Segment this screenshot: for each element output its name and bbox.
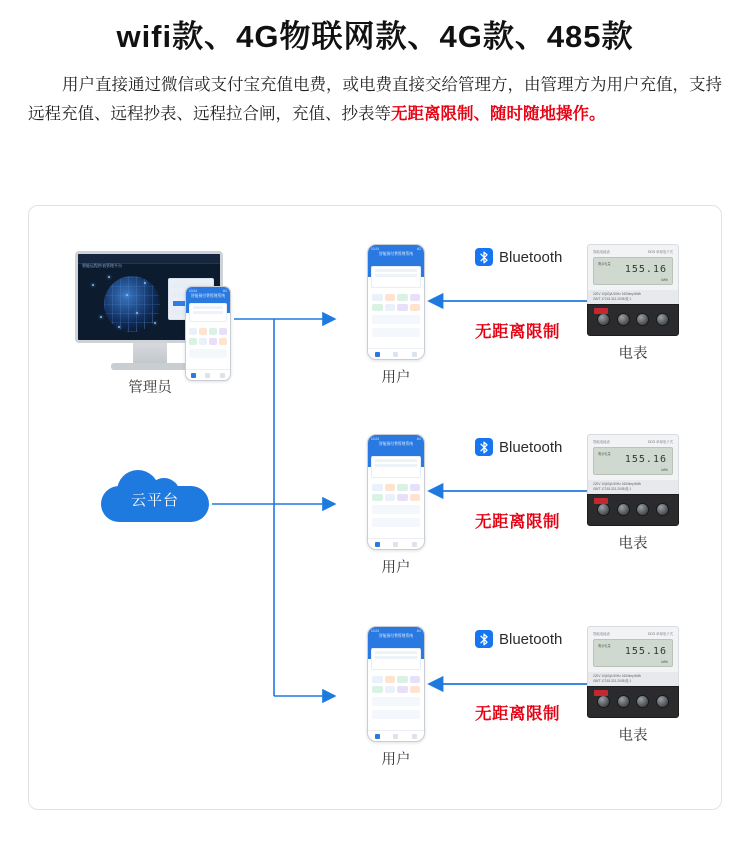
grid-icon[interactable] bbox=[385, 676, 396, 683]
meter-spec-line-1: 220V 10(60)A 50Hz 1600imp/kWh bbox=[593, 292, 642, 296]
tab-me-icon[interactable] bbox=[412, 352, 417, 357]
grid-icon[interactable] bbox=[397, 304, 408, 311]
lcd-value: 155.16 bbox=[624, 264, 667, 275]
meter-top bbox=[587, 434, 679, 480]
phone-tabbar[interactable] bbox=[368, 348, 424, 359]
grid-icon[interactable] bbox=[397, 294, 408, 301]
user-phone-row-3 bbox=[367, 626, 425, 769]
terminal-screw bbox=[597, 695, 610, 708]
diagram-panel bbox=[28, 205, 722, 810]
banner-line bbox=[375, 656, 417, 659]
phone-list-row bbox=[372, 328, 420, 337]
tab-home-icon[interactable] bbox=[191, 373, 196, 378]
tab-me-icon[interactable] bbox=[412, 542, 417, 547]
phone-tabbar[interactable] bbox=[368, 538, 424, 549]
user-phone-row-2 bbox=[367, 434, 425, 577]
tab-data-icon[interactable] bbox=[393, 542, 398, 547]
phone-banner-card bbox=[371, 648, 421, 670]
tab-home-icon[interactable] bbox=[375, 352, 380, 357]
user-label: 用户 bbox=[381, 560, 411, 576]
lcd-caption: 剩余电量 bbox=[598, 452, 611, 456]
phone-list-row bbox=[372, 505, 420, 514]
terminal-screw bbox=[636, 503, 649, 516]
meter-terminal-block bbox=[587, 686, 679, 718]
grid-icon[interactable] bbox=[385, 686, 396, 693]
grid-icon[interactable] bbox=[189, 338, 197, 345]
grid-icon[interactable] bbox=[397, 484, 408, 491]
phone-app-title: 智能预付费管理系统 bbox=[190, 294, 226, 298]
meter-brand-right: DDS 单相电子式 bbox=[647, 250, 673, 254]
grid-icon[interactable] bbox=[189, 328, 197, 335]
status-time: 10:24 bbox=[189, 289, 197, 293]
meter-top bbox=[587, 244, 679, 290]
meter-seal bbox=[594, 498, 608, 504]
tab-data-icon[interactable] bbox=[393, 352, 398, 357]
bluetooth-label-row-1 bbox=[475, 248, 562, 266]
phone-icon-grid bbox=[372, 294, 420, 311]
phone-statusbar bbox=[368, 627, 424, 633]
meter-terminal-block bbox=[587, 304, 679, 336]
meter-spec-line-2: GB/T 17215.321-2008 级 1 bbox=[593, 296, 632, 301]
user-phone-row-1 bbox=[367, 244, 425, 387]
banner-line bbox=[375, 651, 417, 654]
bluetooth-text: Bluetooth bbox=[499, 248, 563, 266]
grid-icon[interactable] bbox=[385, 304, 396, 311]
no-distance-text-row-1: 无距离限制 bbox=[475, 323, 560, 341]
banner-line bbox=[193, 306, 223, 309]
tab-data-icon[interactable] bbox=[205, 373, 210, 378]
cloud-label: 云平台 bbox=[130, 492, 179, 509]
grid-icon[interactable] bbox=[410, 294, 421, 301]
bluetooth-label-row-2 bbox=[475, 438, 562, 456]
status-network: 4G bbox=[416, 247, 421, 251]
lcd-unit: kWh bbox=[661, 278, 668, 282]
grid-icon[interactable] bbox=[410, 676, 421, 683]
admin-label: 管理员 bbox=[128, 380, 172, 396]
phone-list-row bbox=[189, 349, 227, 358]
page-header bbox=[0, 0, 750, 129]
meter-lcd bbox=[593, 639, 673, 667]
meter-seal bbox=[594, 308, 608, 314]
lcd-caption: 剩余电量 bbox=[598, 262, 611, 266]
lcd-value: 155.16 bbox=[624, 454, 667, 465]
monitor-stand bbox=[133, 343, 167, 363]
phone-list-row bbox=[372, 518, 420, 527]
meter-spec bbox=[587, 480, 679, 494]
meter-spec bbox=[587, 290, 679, 304]
grid-icon[interactable] bbox=[209, 338, 217, 345]
terminal-screw bbox=[636, 695, 649, 708]
grid-icon[interactable] bbox=[410, 484, 421, 491]
meter-label: 电表 bbox=[618, 345, 648, 362]
meter-lcd bbox=[593, 447, 673, 475]
bluetooth-icon bbox=[475, 438, 493, 456]
status-time: 10:24 bbox=[371, 247, 379, 251]
banner-line bbox=[375, 269, 417, 272]
grid-icon[interactable] bbox=[372, 304, 383, 311]
grid-icon[interactable] bbox=[410, 304, 421, 311]
meter-spec-line-1: 220V 10(60)A 50Hz 1600imp/kWh bbox=[593, 482, 642, 486]
grid-icon[interactable] bbox=[385, 484, 396, 491]
phone-icon-grid bbox=[189, 328, 227, 345]
terminal-screw bbox=[617, 695, 630, 708]
status-time: 10:24 bbox=[371, 437, 379, 441]
terminal-screw bbox=[617, 313, 630, 326]
grid-icon[interactable] bbox=[410, 494, 421, 501]
meter-brand bbox=[593, 439, 673, 444]
meter-label: 电表 bbox=[618, 727, 648, 744]
status-network: 4G bbox=[416, 629, 421, 633]
phone-statusbar bbox=[186, 287, 230, 293]
lcd-unit: kWh bbox=[661, 660, 668, 664]
phone-app-title: 智能预付费管理系统 bbox=[378, 252, 414, 256]
electric-meter-row-1 bbox=[587, 244, 679, 363]
grid-icon[interactable] bbox=[397, 676, 408, 683]
meter-brand-left: 智能电能表 bbox=[593, 632, 610, 636]
phone-device bbox=[367, 626, 425, 742]
terminal-screw bbox=[656, 503, 669, 516]
banner-line bbox=[375, 464, 417, 467]
phone-app-title: 智能预付费管理系统 bbox=[378, 634, 414, 638]
grid-icon[interactable] bbox=[372, 676, 383, 683]
phone-app-title: 智能预付费管理系统 bbox=[378, 442, 414, 446]
no-distance-text-row-2: 无距离限制 bbox=[475, 513, 560, 531]
meter-terminal-block bbox=[587, 494, 679, 526]
phone-list-row bbox=[372, 710, 420, 719]
no-distance-text-row-3: 无距离限制 bbox=[475, 705, 560, 723]
phone-tabbar[interactable] bbox=[186, 369, 230, 380]
meter-spec-line-1: 220V 10(60)A 50Hz 1600imp/kWh bbox=[593, 674, 642, 678]
tab-home-icon[interactable] bbox=[375, 542, 380, 547]
page-description bbox=[24, 71, 726, 129]
grid-icon[interactable] bbox=[219, 338, 227, 345]
admin-phone bbox=[185, 286, 231, 381]
meter-brand bbox=[593, 249, 673, 254]
bluetooth-icon bbox=[475, 630, 493, 648]
grid-icon[interactable] bbox=[219, 328, 227, 335]
grid-icon[interactable] bbox=[397, 686, 408, 693]
tab-me-icon[interactable] bbox=[220, 373, 225, 378]
meter-spec bbox=[587, 672, 679, 686]
grid-icon[interactable] bbox=[372, 294, 383, 301]
phone-icon-grid bbox=[372, 676, 420, 693]
phone-list-row bbox=[372, 315, 420, 324]
meter-lcd bbox=[593, 257, 673, 285]
electric-meter-row-3 bbox=[587, 626, 679, 745]
meter-brand-left: 智能电能表 bbox=[593, 250, 610, 254]
grid-icon[interactable] bbox=[199, 328, 207, 335]
phone-icon-grid bbox=[372, 484, 420, 501]
meter-brand-right: DDS 单相电子式 bbox=[647, 440, 673, 444]
terminal-screw bbox=[656, 313, 669, 326]
phone-statusbar bbox=[368, 245, 424, 251]
bluetooth-icon bbox=[475, 248, 493, 266]
status-time: 10:24 bbox=[371, 629, 379, 633]
electric-meter-row-2 bbox=[587, 434, 679, 553]
meter-spec-line-2: GB/T 17215.321-2008 级 1 bbox=[593, 486, 632, 491]
meter-spec-line-2: GB/T 17215.321-2008 级 1 bbox=[593, 678, 632, 683]
user-label: 用户 bbox=[381, 752, 411, 768]
user-label: 用户 bbox=[381, 370, 411, 386]
tab-home-icon[interactable] bbox=[375, 734, 380, 739]
phone-device bbox=[367, 434, 425, 550]
terminal-screw bbox=[636, 313, 649, 326]
page-title: wifi款、4G物联网款、4G款、485款 bbox=[116, 19, 634, 54]
meter-seal bbox=[594, 690, 608, 696]
monitor-base bbox=[111, 363, 189, 370]
grid-icon[interactable] bbox=[209, 328, 217, 335]
phone-header bbox=[368, 435, 424, 467]
banner-line bbox=[375, 274, 417, 277]
banner-line bbox=[375, 459, 417, 462]
meter-top bbox=[587, 626, 679, 672]
phone-statusbar bbox=[368, 435, 424, 441]
grid-icon[interactable] bbox=[372, 686, 383, 693]
grid-icon[interactable] bbox=[410, 686, 421, 693]
status-network: 4G bbox=[222, 289, 227, 293]
grid-icon[interactable] bbox=[199, 338, 207, 345]
phone-banner-card bbox=[371, 266, 421, 288]
terminal-screw bbox=[617, 503, 630, 516]
lcd-caption: 剩余电量 bbox=[598, 644, 611, 648]
terminal-screw bbox=[656, 695, 669, 708]
tab-me-icon[interactable] bbox=[412, 734, 417, 739]
meter-brand bbox=[593, 631, 673, 636]
phone-tabbar[interactable] bbox=[368, 730, 424, 741]
grid-icon[interactable] bbox=[397, 494, 408, 501]
meter-label: 电表 bbox=[618, 535, 648, 552]
description-highlight: 无距离限制、随时随地操作。 bbox=[391, 104, 606, 123]
platform-titlebar bbox=[78, 254, 220, 268]
phone-device bbox=[185, 286, 231, 381]
lcd-value: 155.16 bbox=[624, 646, 667, 657]
grid-icon[interactable] bbox=[385, 294, 396, 301]
phone-header bbox=[186, 287, 230, 313]
phone-banner-card bbox=[189, 303, 227, 322]
phone-header bbox=[368, 245, 424, 277]
bluetooth-label-row-3 bbox=[475, 630, 562, 648]
grid-icon[interactable] bbox=[372, 484, 383, 491]
phone-header bbox=[368, 627, 424, 659]
bluetooth-text: Bluetooth bbox=[499, 630, 563, 648]
phone-device bbox=[367, 244, 425, 360]
grid-icon[interactable] bbox=[385, 494, 396, 501]
lcd-unit: kWh bbox=[661, 468, 668, 472]
platform-title: 智能远程抄表管理平台 bbox=[82, 263, 122, 268]
bluetooth-text: Bluetooth bbox=[499, 438, 563, 456]
cloud-platform bbox=[101, 468, 209, 522]
status-network: 4G bbox=[416, 437, 421, 441]
terminal-screw bbox=[597, 503, 610, 516]
tab-data-icon[interactable] bbox=[393, 734, 398, 739]
meter-brand-right: DDS 单相电子式 bbox=[647, 632, 673, 636]
description-text: 用户直接通过微信或支付宝充值电费，或电费直接交给管理方，由管理方为用户充值，支持远程充值、远程抄表、远程拉合闸，充值、抄表等 bbox=[28, 75, 722, 123]
terminal-screw bbox=[597, 313, 610, 326]
grid-icon[interactable] bbox=[372, 494, 383, 501]
phone-banner-card bbox=[371, 456, 421, 478]
meter-brand-left: 智能电能表 bbox=[593, 440, 610, 444]
phone-list-row bbox=[372, 697, 420, 706]
banner-line bbox=[193, 311, 223, 314]
